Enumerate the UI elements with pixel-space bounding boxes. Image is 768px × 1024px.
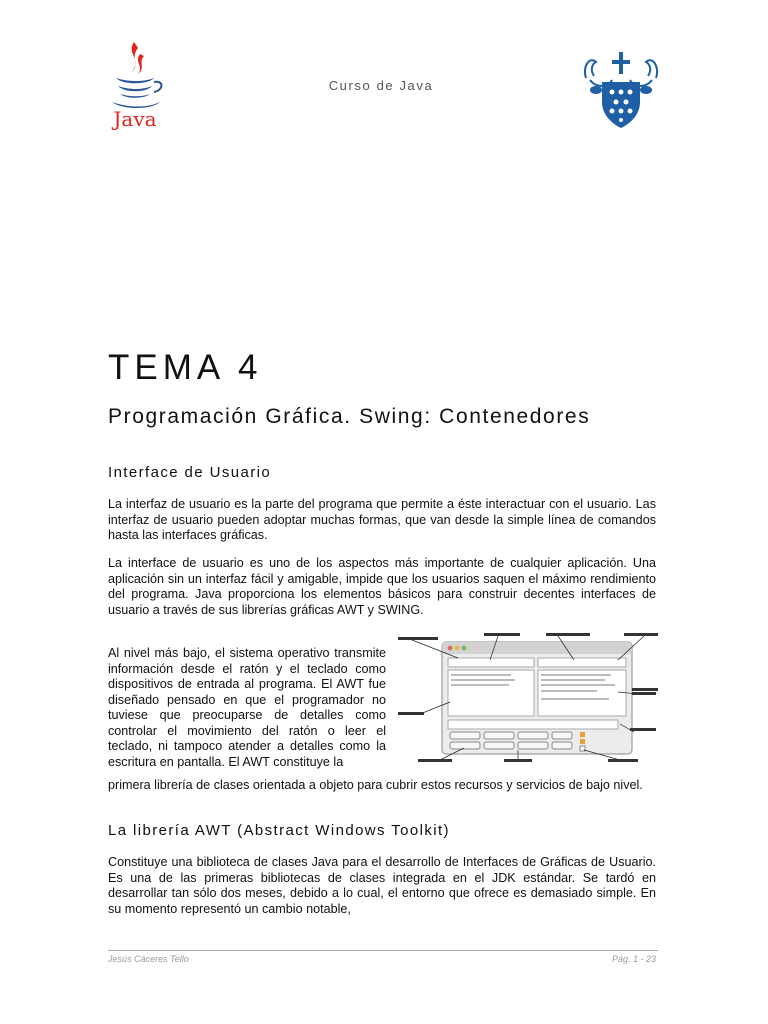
course-title: Curso de Java	[328, 78, 434, 93]
footer-author: Jesús Cáceres Tello	[108, 954, 189, 964]
chapter-title: TEMA 4	[108, 348, 263, 387]
paragraph: La interface de usuario es uno de los aspectos más importante de cualquier aplicación. Una aplicación sin un interfaz fácil y amigable, impide que los usuarios saquen el máximo rendimiento del programa. Java proporciona los elementos básicos para construir decentes interfaces de usuario a través de sus librerías gráficas AWT y SWING.	[108, 556, 656, 617]
section-heading-awt: La librería AWT (Abstract Windows Toolkit)	[108, 822, 450, 839]
paragraph-wrapped: Al nivel más bajo, el sistema operativo transmite información desde el ratón y el teclado como dispositivos de entrada al programa. El AWT fue diseñado pensado en que el programador no tuviese que preocuparse de detalles como controlar el movimiento del ratón o leer el teclado, ni tampoco atender a detalles como la escritura en pantalla. El AWT constituye la	[108, 646, 386, 769]
java-logo-text: Java	[113, 107, 157, 131]
paragraph: La interfaz de usuario es la parte del programa que permite a éste interactuar con el usuario. Las interfaz de usuario pueden adoptar muchas formas, que van desde la simple línea de comandos hasta las interfaces gráficas.	[108, 497, 656, 542]
section-heading-interface: Interface de Usuario	[108, 464, 272, 481]
java-cup-icon	[112, 42, 162, 108]
gui-screenshot-figure	[398, 632, 660, 764]
paragraph-continuation: primera librería de clases orientada a objeto para cubrir estos recursos y servicios de bajo nivel.	[108, 778, 643, 792]
footer-divider	[108, 950, 658, 951]
footer-page-number: Pág. 1 - 23	[611, 954, 656, 964]
chapter-subtitle: Programación Gráfica. Swing: Contenedores	[108, 405, 591, 428]
app-window	[442, 642, 632, 754]
university-crest-logo	[576, 48, 666, 132]
paragraph: Constituye una biblioteca de clases Java para el desarrollo de Interfaces de Gráficas de Usuario. Es una de las primeras bibliotecas de clases integrada en el JDK estándar. Se tardó en desarrollar tan sólo dos meses, debido a lo cual, el entorno que ofrece es demasiado simple. En su momento representó un cambio notable,	[108, 855, 656, 916]
